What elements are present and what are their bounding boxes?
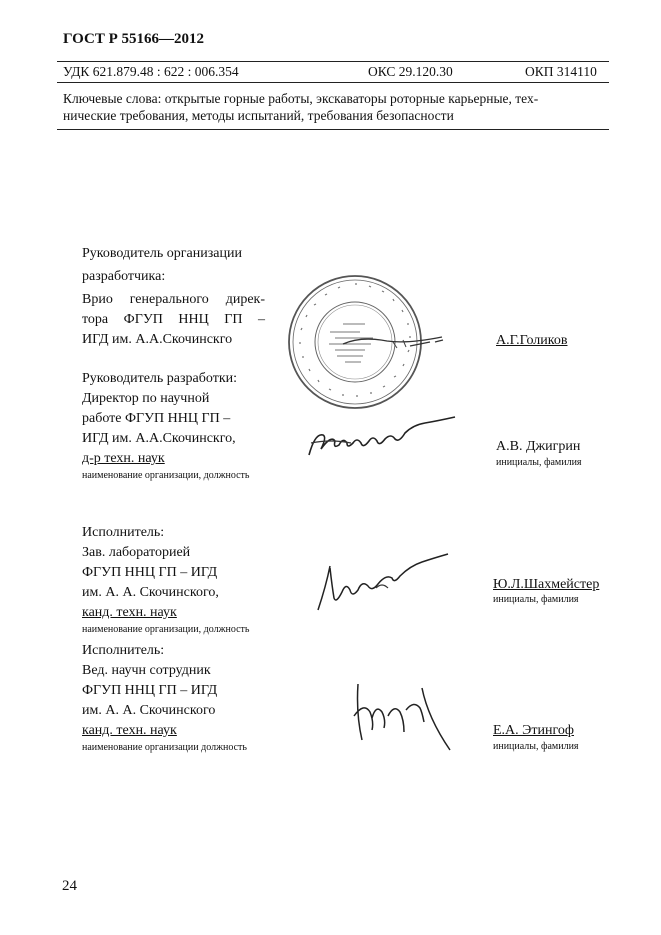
block-3-caption: наименование организации, должность	[82, 624, 250, 635]
okp-code: ОКП 314110	[525, 64, 597, 79]
signature-shakhmeister	[316, 562, 456, 612]
block-1-line-2: разработчика:	[82, 269, 166, 284]
block-4-line-5: канд. техн. наук	[82, 723, 177, 738]
header-rule-bottom	[57, 129, 609, 130]
header-rule-top	[57, 61, 609, 62]
block-2-line-2: Директор по научной	[82, 391, 210, 406]
block-2-line-3: работе ФГУП ННЦ ГП –	[82, 411, 231, 426]
block-1-line-4: тора ФГУП ННЦ ГП –	[82, 312, 265, 327]
block-3-line-1: Исполнитель:	[82, 525, 165, 540]
signatory-4-name-caption: инициалы, фамилия	[493, 741, 579, 752]
header-rule-mid	[57, 82, 609, 83]
signatory-2-name: А.В. Джигрин	[496, 439, 581, 454]
signatory-block-3	[82, 523, 265, 636]
block-2-caption: наименование организации, должность	[82, 470, 250, 481]
udk-code: УДК 621.879.48 : 622 : 006.354	[63, 64, 239, 79]
block-4-line-3: ФГУП ННЦ ГП – ИГД	[82, 683, 218, 698]
document-title: ГОСТ Р 55166—2012	[63, 31, 205, 47]
oks-code: ОКС 29.120.30	[368, 64, 453, 79]
signatory-block-2	[82, 369, 265, 482]
block-2-line-4: ИГД им. А.А.Скочинскго,	[82, 431, 236, 446]
block-2-line-1: Руководитель разработки:	[82, 371, 238, 386]
block-2-line-5: д-р техн. наук	[82, 451, 165, 466]
signatory-block-1	[82, 244, 265, 350]
signatory-3-name-caption: инициалы, фамилия	[493, 594, 579, 605]
block-4-line-4: им. А. А. Скочинского	[82, 703, 216, 718]
block-1-line-5: ИГД им. А.А.Скочинскго	[82, 332, 233, 347]
block-3-line-3: ФГУП ННЦ ГП – ИГД	[82, 565, 218, 580]
signatory-2-name-caption: инициалы, фамилия	[496, 457, 582, 468]
block-4-caption: наименование организации должность	[82, 742, 247, 753]
keywords-line-2: нические требования, методы испытаний, требования безопасности	[63, 108, 454, 123]
signatory-block-4	[82, 641, 265, 754]
signatory-4-name: Е.А. Этингоф	[493, 723, 574, 738]
signatory-1-name: А.Г.Голиков	[496, 333, 568, 348]
official-seal-stamp	[285, 272, 425, 412]
page-number: 24	[62, 878, 77, 894]
keywords-line-1: Ключевые слова: открытые горные работы, экскаваторы роторные карьерные, тех-	[63, 91, 539, 106]
block-4-line-2: Вед. научн сотрудник	[82, 663, 211, 678]
block-1-line-3: Врио генерального дирек-	[82, 292, 265, 307]
block-3-line-4: им. А. А. Скочинского,	[82, 585, 219, 600]
signature-dzhigrin	[305, 425, 475, 465]
block-3-line-2: Зав. лабораторией	[82, 545, 191, 560]
signature-etingof	[350, 680, 470, 760]
block-1-line-1: Руководитель организации	[82, 246, 242, 261]
block-3-line-5: канд. техн. наук	[82, 605, 177, 620]
signatory-3-name: Ю.Л.Шахмейстер	[493, 577, 600, 592]
block-4-line-1: Исполнитель:	[82, 643, 165, 658]
